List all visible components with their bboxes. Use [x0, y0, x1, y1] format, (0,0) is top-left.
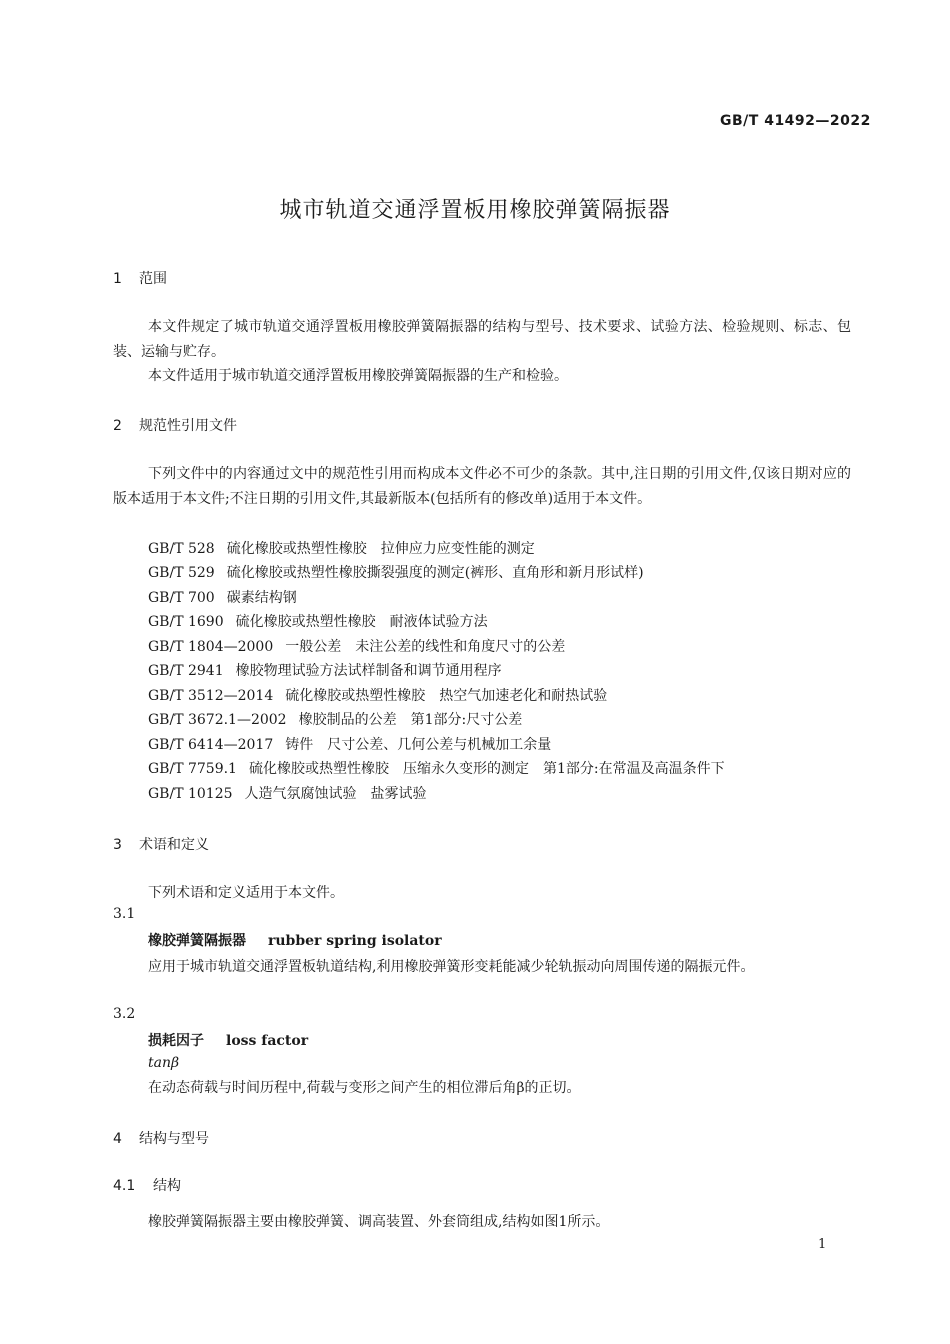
- term-entry: [148, 930, 442, 950]
- term-number: 3.1: [113, 906, 136, 922]
- section-title: 结构与型号: [139, 1131, 209, 1147]
- term-cn: 橡胶弹簧隔振器: [148, 933, 246, 949]
- reference-code: GB/T 7759.1: [148, 761, 237, 777]
- reference-title: 硫化橡胶或热塑性橡胶撕裂强度的测定(裤形、直角形和新月形试样): [226, 565, 644, 581]
- reference-title: 硫化橡胶或热塑性橡胶 耐液体试验方法: [235, 614, 488, 630]
- subsection-4-1-heading: [113, 1175, 181, 1195]
- section-number: 2: [113, 418, 122, 434]
- section-1-heading: [113, 268, 167, 288]
- reference-code: GB/T 700: [148, 590, 215, 606]
- reference-code: GB/T 2941: [148, 663, 224, 679]
- reference-item: [148, 611, 488, 631]
- term-symbol: tanβ: [148, 1055, 180, 1071]
- term-en: rubber spring isolator: [268, 933, 442, 949]
- reference-title: 硫化橡胶或热塑性橡胶 热空气加速老化和耐热试验: [285, 688, 608, 704]
- reference-item: [148, 538, 535, 558]
- term-definition: 应用于城市轨道交通浮置板轨道结构,利用橡胶弹簧形变耗能减少轮轨振动向周围传递的隔振元件。: [148, 959, 755, 975]
- reference-code: GB/T 1690: [148, 614, 224, 630]
- reference-item: [148, 660, 502, 680]
- reference-item: [148, 709, 522, 729]
- term-definition: 在动态荷载与时间历程中,荷载与变形之间产生的相位滞后角β的正切。: [148, 1080, 581, 1096]
- reference-title: 铸件 尺寸公差、几何公差与机械加工余量: [285, 737, 552, 753]
- subsection-number: 4.1: [113, 1178, 136, 1194]
- document-title: 城市轨道交通浮置板用橡胶弹簧隔振器: [279, 198, 671, 223]
- term-cn: 损耗因子: [148, 1033, 204, 1049]
- section-4-heading: [113, 1128, 209, 1148]
- reference-item: [148, 587, 297, 607]
- normative-references-intro: 下列文件中的内容通过文中的规范性引用而构成本文件必不可少的条款。其中,注日期的引用文件,仅该日期对应的版本适用于本文件;不注日期的引用文件,其最新版本(包括所有的修改单)适用于本文件。: [113, 466, 851, 507]
- section-title: 范围: [139, 271, 167, 287]
- structure-paragraph: 橡胶弹簧隔振器主要由橡胶弹簧、调高装置、外套筒组成,结构如图1所示。: [148, 1214, 610, 1230]
- reference-item: [148, 783, 427, 803]
- reference-title: 橡胶物理试验方法试样制备和调节通用程序: [235, 663, 502, 679]
- reference-code: GB/T 3512—2014: [148, 688, 274, 704]
- terms-intro: 下列术语和定义适用于本文件。: [148, 885, 344, 901]
- reference-code: GB/T 3672.1—2002: [148, 712, 287, 728]
- page-number: 1: [818, 1237, 827, 1252]
- reference-title: 橡胶制品的公差 第1部分:尺寸公差: [298, 712, 523, 728]
- subsection-title: 结构: [153, 1178, 181, 1194]
- section-number: 3: [113, 837, 122, 853]
- reference-item: [148, 685, 607, 705]
- scope-paragraph-1: 本文件规定了城市轨道交通浮置板用橡胶弹簧隔振器的结构与型号、技术要求、试验方法、检验规则、标志、包装、运输与贮存。: [113, 319, 851, 360]
- section-number: 1: [113, 271, 122, 287]
- reference-code: GB/T 1804—2000: [148, 639, 274, 655]
- reference-item: [148, 758, 725, 778]
- reference-code: GB/T 528: [148, 541, 215, 557]
- scope-paragraph-2: 本文件适用于城市轨道交通浮置板用橡胶弹簧隔振器的生产和检验。: [148, 368, 568, 384]
- term-entry: [148, 1030, 308, 1050]
- reference-title: 碳素结构钢: [226, 590, 297, 606]
- reference-title: 硫化橡胶或热塑性橡胶 拉伸应力应变性能的测定: [226, 541, 535, 557]
- standard-number: GB/T 41492—2022: [720, 113, 871, 129]
- reference-code: GB/T 10125: [148, 786, 233, 802]
- reference-code: GB/T 6414—2017: [148, 737, 274, 753]
- section-3-heading: [113, 834, 209, 854]
- section-title: 规范性引用文件: [139, 418, 237, 434]
- section-number: 4: [113, 1131, 122, 1147]
- term-number: 3.2: [113, 1006, 136, 1022]
- reference-item: [148, 636, 565, 656]
- reference-item: [148, 734, 551, 754]
- reference-code: GB/T 529: [148, 565, 215, 581]
- term-en: loss factor: [226, 1033, 309, 1049]
- reference-title: 一般公差 未注公差的线性和角度尺寸的公差: [285, 639, 566, 655]
- reference-title: 硫化橡胶或热塑性橡胶 压缩永久变形的测定 第1部分:在常温及高温条件下: [248, 761, 725, 777]
- section-2-heading: [113, 415, 237, 435]
- reference-title: 人造气氛腐蚀试验 盐雾试验: [244, 786, 427, 802]
- section-title: 术语和定义: [139, 837, 209, 853]
- reference-item: [148, 562, 644, 582]
